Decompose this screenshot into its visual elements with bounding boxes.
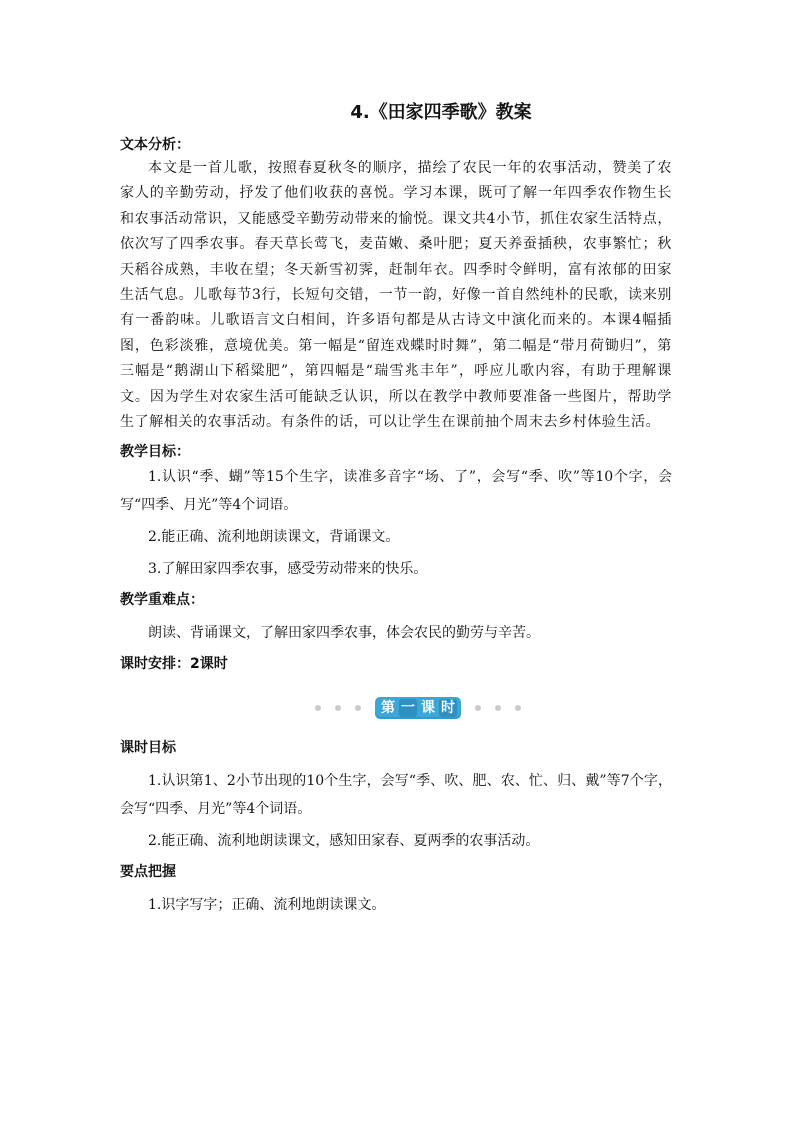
divider-dot: [335, 705, 341, 711]
key-difficulties-text: 朗读、背诵课文，了解田家四季农事，体会农民的勤劳与辛苦。: [148, 625, 540, 642]
text-analysis-section: [120, 134, 672, 435]
teaching-goals-heading: 教学目标：: [120, 444, 190, 461]
teaching-goal-item: 1.认识“季、蝴”等15个生字，读准多音字“场、了”，会写“季、吹”等10个字，会写“四季、月光”等4个词语。: [120, 469, 672, 514]
divider-dot: [355, 705, 361, 711]
lesson-badge: [375, 697, 461, 719]
lesson-divider: [120, 697, 672, 719]
lesson-badge-char: 课: [421, 700, 435, 717]
lesson-plan-page: [120, 100, 672, 919]
divider-dot: [515, 705, 521, 711]
lesson-goal-item: 1.认识第1、2小节出现的10个生字，会写“季、吹、肥、农、忙、归、戴”等7个字，会写“四季、月光”等4个词语。: [120, 773, 672, 818]
key-difficulties-heading: 教学重难点：: [120, 592, 204, 609]
divider-dot: [495, 705, 501, 711]
lesson-goal-item: 2.能正确、流利地朗读课文，感知田家春、夏两季的农事活动。: [148, 833, 540, 850]
schedule-section: [120, 653, 672, 675]
lesson-badge-char: 一: [401, 700, 415, 717]
schedule-heading: 课时安排：2课时: [120, 656, 228, 673]
lesson-goals-section: [120, 737, 672, 855]
divider-dot: [315, 705, 321, 711]
divider-dot: [475, 705, 481, 711]
document-title: 4.《田家四季歌》教案: [350, 102, 532, 123]
text-analysis-paragraph: 本文是一首儿歌，按照春夏秋冬的顺序，描绘了农民一年的农事活动，赞美了农家人的辛勤劳动，抒发了他们收获的喜悦。学习本课，既可了解一年四季农作物生长和农事活动常识，又能感受辛勤劳动带来的愉悦。课文共4小节，抓住农家生活特点，依次写了四季农事。春天草长莺飞，麦苗嫩、桑叶肥；夏天养蚕插秧，农事繁忙；秋天稻谷成熟，丰收在望；冬天新雪初霁，赶制年衣。四季时令鲜明，富有浓郁的田家生活气息。儿歌每节3行，长短句交错，一节一韵，好像一首自然纯朴的民歌，读来别有一番韵味。儿歌语言文白相间，许多语句都是从古诗文中演化而来的。本课4幅插图，色彩淡雅，意境优美。第一幅是“留连戏蝶时时舞”，第二幅是“带月荷锄归”，第三幅是“鹅湖山下稻粱肥”，第四幅是“瑞雪兆丰年”，呼应儿歌内容，有助于理解课文。因为学生对农家生活可能缺乏认识，所以在教学中教师要准备一些图片，帮助学生了解相关的农事活动。有条件的话，可以让学生在课前抽个周末去乡村体验生活。: [120, 160, 672, 431]
lesson-badge-char: 第: [381, 700, 395, 717]
teaching-goal-item: 3.了解田家四季农事，感受劳动带来的快乐。: [148, 561, 428, 578]
key-difficulties-section: [120, 589, 672, 647]
key-points-heading: 要点把握: [120, 864, 176, 881]
key-points-section: [120, 861, 672, 919]
lesson-goals-heading: 课时目标: [120, 740, 176, 757]
teaching-goal-item: 2.能正确、流利地朗读课文，背诵课文。: [148, 529, 400, 546]
key-point-item: 1.识字写字；正确、流利地朗读课文。: [148, 897, 386, 914]
text-analysis-heading: 文本分析：: [120, 137, 190, 153]
teaching-goals-section: [120, 441, 672, 583]
lesson-badge-char: 时: [441, 700, 455, 717]
